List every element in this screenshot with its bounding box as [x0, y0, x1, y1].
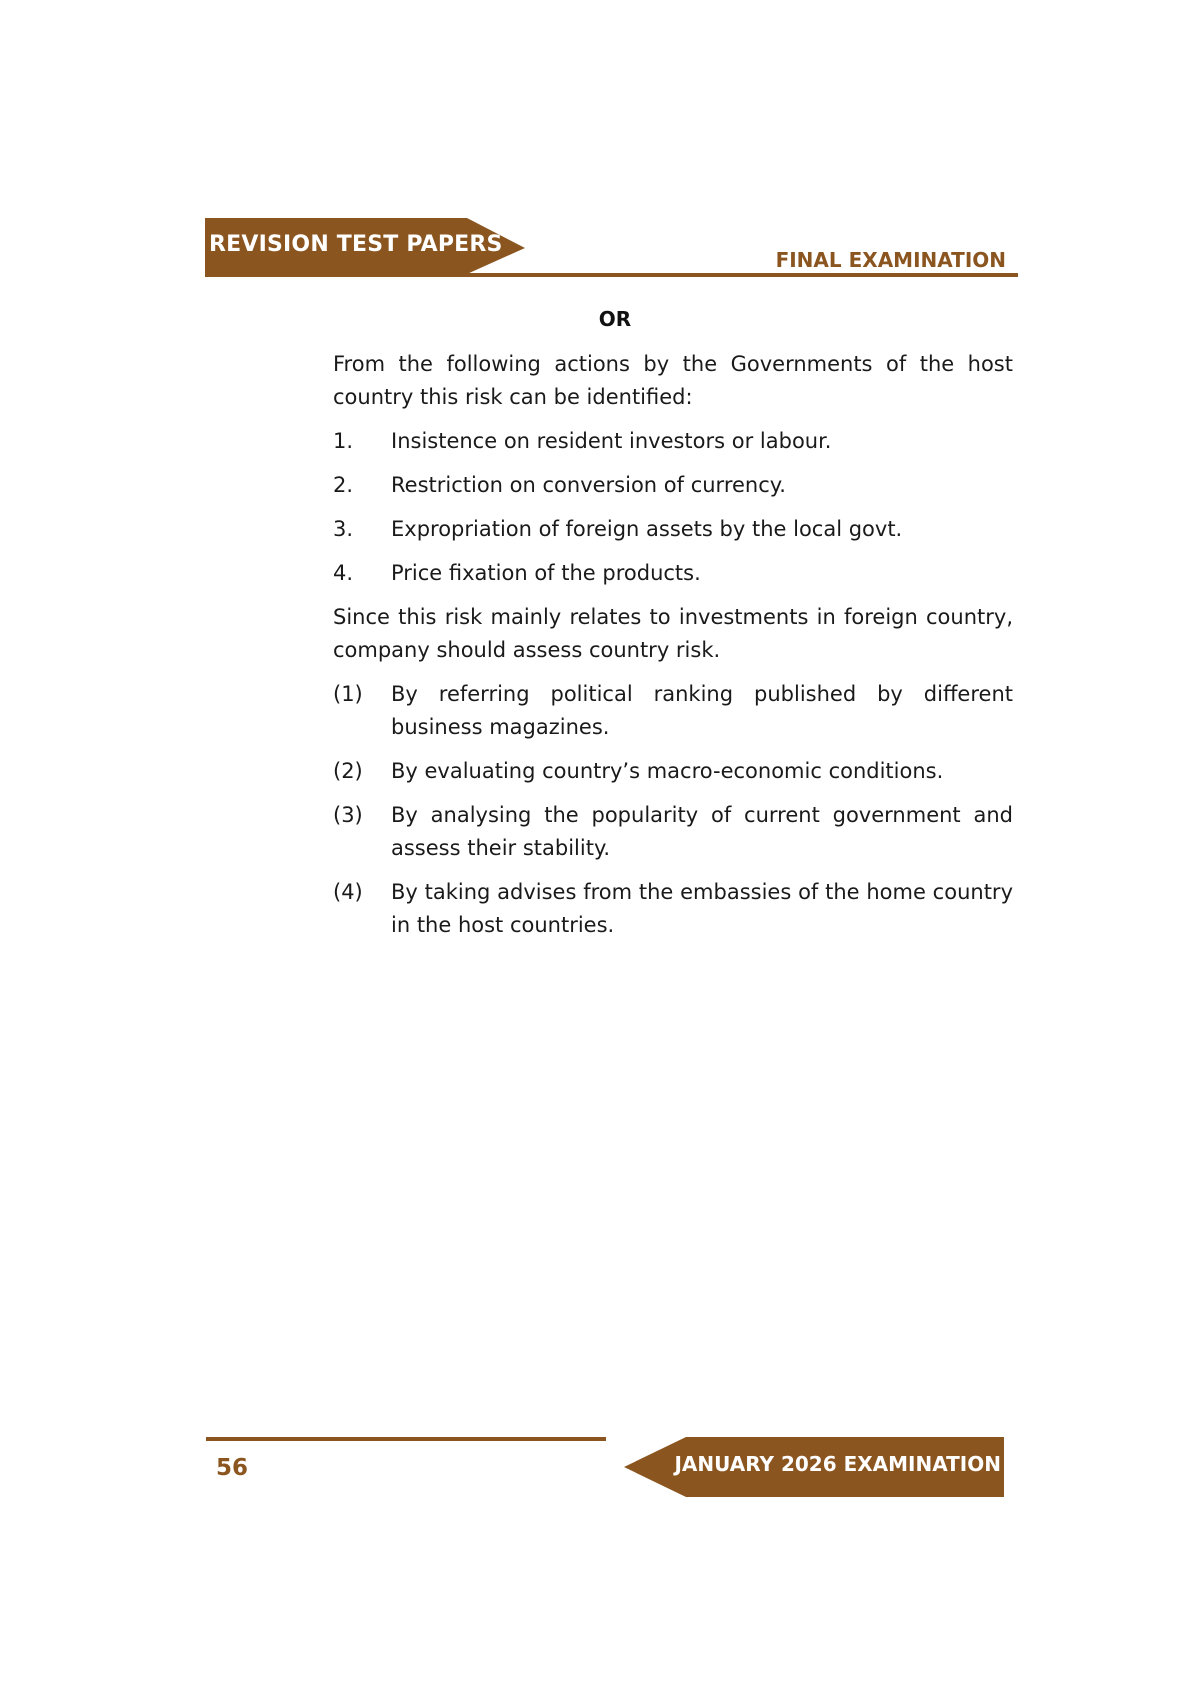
list-item: [333, 469, 1013, 502]
list-item-text: Restriction on conversion of currency.: [391, 473, 786, 497]
list-item: [333, 799, 1013, 865]
list-item: [333, 425, 1013, 458]
footer-banner-label: JANUARY 2026 EXAMINATION: [674, 1452, 1001, 1476]
list-item-number: (4): [333, 880, 363, 904]
intro-paragraph: From the following actions by the Governments of the host country this risk can be identified:: [333, 352, 1013, 409]
list-item-number: (2): [333, 759, 363, 783]
list-item-number: (3): [333, 803, 363, 827]
list-item-number: 4.: [333, 561, 354, 585]
or-heading: OR: [598, 307, 632, 331]
list-item-number: 2.: [333, 473, 354, 497]
header-right-label: FINAL EXAMINATION: [775, 248, 1006, 272]
list-item-number: (1): [333, 682, 363, 706]
list-item-text: By referring political ranking published by different business magazines.: [391, 682, 1013, 739]
assess-paragraph: Since this risk mainly relates to investments in foreign country, company should assess country risk.: [333, 605, 1013, 662]
list-item-text: By taking advises from the embassies of the home country in the host countries.: [391, 880, 1013, 937]
list-item: [333, 513, 1013, 546]
list-item-number: 3.: [333, 517, 354, 541]
page-number: 56: [216, 1455, 249, 1481]
list-item: [333, 755, 1013, 788]
list-item: [333, 876, 1013, 942]
footer-banner: [624, 1437, 1004, 1497]
list-item-number: 1.: [333, 429, 354, 453]
list-item-text: By evaluating country’s macro-economic conditions.: [391, 759, 944, 783]
header-divider: [205, 273, 1018, 277]
header-banner: [205, 218, 525, 278]
main-content: [333, 348, 1013, 953]
list-item-text: Expropriation of foreign assets by the local govt.: [391, 517, 903, 541]
list-item-text: Price fixation of the products.: [391, 561, 701, 585]
list-item: [333, 678, 1013, 744]
list-item: [333, 557, 1013, 590]
header-banner-label: REVISION TEST PAPERS: [209, 232, 503, 257]
footer-divider: [206, 1437, 606, 1441]
list-item-text: Insistence on resident investors or labour.: [391, 429, 832, 453]
list-item-text: By analysing the popularity of current government and assess their stability.: [391, 803, 1013, 860]
